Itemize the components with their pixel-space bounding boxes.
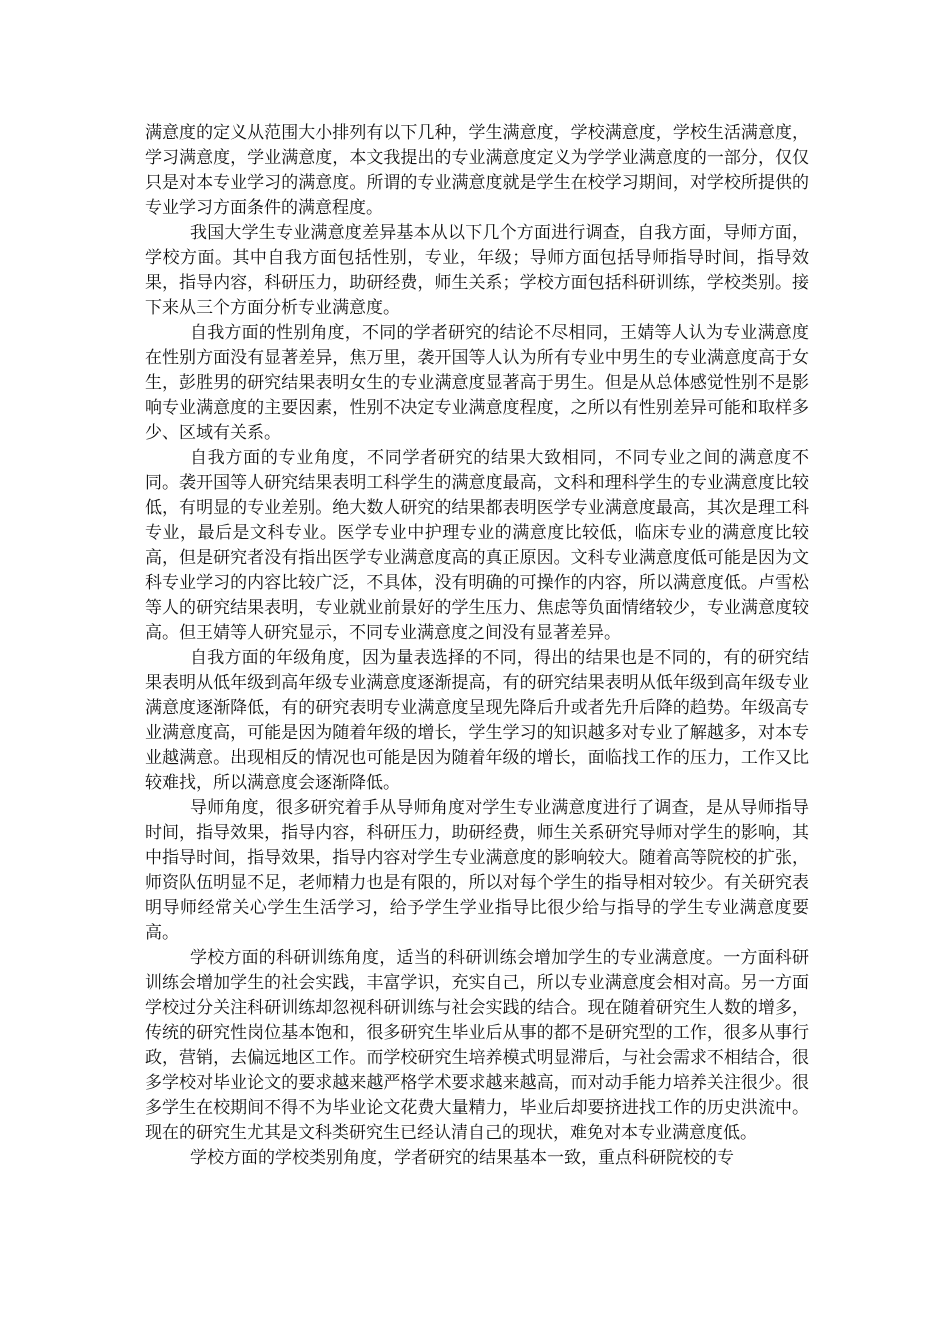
paragraph-definition: 满意度的定义从范围大小排列有以下几种，学生满意度，学校满意度，学校生活满意度，学习满意度，学业满意度，本文我提出的专业满意度定义为学学业满意度的一部分，仅仅只是对本专业学习的满意度。所谓的专业满意度就是学生在校学习期间，对学校所提供的专业学习方面条件的满意程度。: [145, 123, 809, 218]
paragraph-grade: 自我方面的年级角度，因为量表选择的不同，得出的结果也是不同的，有的研究结果表明从低年级到高年级专业满意度逐渐提高，有的研究结果表明从低年级到高年级专业满意度逐渐降低，有的研究表明专业满意度呈现先降后升或者先升后降的趋势。年级高专业满意度高，可能是因为随着年级的增长，学生学习的知识越多对专业了解越多，对本专业越满意。出现相反的情况也可能是因为随着年级的增长，面临找工作的压力，工作又比较难找，所以满意度会逐渐降低。: [145, 648, 809, 793]
paragraph-school-type: 学校方面的学校类别角度，学者研究的结果基本一致，重点科研院校的专: [190, 1148, 734, 1168]
paragraph-survey-aspects: 我国大学生专业满意度差异基本从以下几个方面进行调查，自我方面，导师方面，学校方面。其中自我方面包括性别，专业，年级；导师方面包括导师指导时间，指导效果，指导内容，科研压力，助研经费，师生关系；学校方面包括科研训练，学校类别。接下来从三个方面分析专业满意度。: [145, 223, 809, 318]
paragraph-gender: 自我方面的性别角度，不同的学者研究的结论不尽相同，王婧等人认为专业满意度在性别方面没有显著差异，焦万里，袭开国等人认为所有专业中男生的专业满意度高于女生，彭胜男的研究结果表明女生的专业满意度显著高于男生。但是从总体感觉性别不是影响专业满意度的主要因素，性别不决定专业满意度程度，之所以有性别差异可能和取样多少、区域有关系。: [145, 323, 809, 443]
paragraph-major: 自我方面的专业角度，不同学者研究的结果大致相同，不同专业之间的满意度不同。袭开国等人研究结果表明工科学生的满意度最高，文科和理科学生的专业满意度比较低，有明显的专业差别。绝大数人研究的结果都表明医学专业满意度最高，其次是理工科专业，最后是文科专业。医学专业中护理专业的满意度比较低，临床专业的满意度比较高，但是研究者没有指出医学专业满意度高的真正原因。文科专业满意度低可能是因为文科专业学习的内容比较广泛，不具体，没有明确的可操作的内容，所以满意度低。卢雪松等人的研究结果表明，专业就业前景好的学生压力、焦虑等负面情绪较少，专业满意度较高。但王婧等人研究显示，不同专业满意度之间没有显著差异。: [145, 448, 809, 643]
paragraph-research-training: 学校方面的科研训练角度，适当的科研训练会增加学生的专业满意度。一方面科研训练会增加学生的社会实践，丰富学识，充实自己，所以专业满意度会相对高。另一方面学校过分关注科研训练却忽视科研训练与社会实践的结合。现在随着研究生人数的增多，传统的研究性岗位基本饱和，很多研究生毕业后从事的都不是研究型的工作，很多从事行政，营销，去偏远地区工作。而学校研究生培养模式明显滞后，与社会需求不相结合，很多学校对毕业论文的要求越来越严格学术要求越来越高，而对动手能力培养关注很少。很多学生在校期间不得不为毕业论文花费大量精力，毕业后却要挤进找工作的历史洪流中。现在的研究生尤其是文科类研究生已经认清自己的现状，难免对本专业满意度低。: [145, 948, 809, 1143]
paragraph-advisor: 导师角度，很多研究着手从导师角度对学生专业满意度进行了调查，是从导师指导时间，指导效果，指导内容，科研压力，助研经费，师生关系研究导师对学生的影响，其中指导时间，指导效果，指导内容对学生专业满意度的影响较大。随着高等院校的扩张，师资队伍明显不足，老师精力也是有限的，所以对每个学生的指导相对较少。有关研究表明导师经常关心学生生活学习，给予学生学业指导比很少给与指导的学生专业满意度要高。: [145, 798, 809, 943]
body-text: [145, 121, 809, 1171]
